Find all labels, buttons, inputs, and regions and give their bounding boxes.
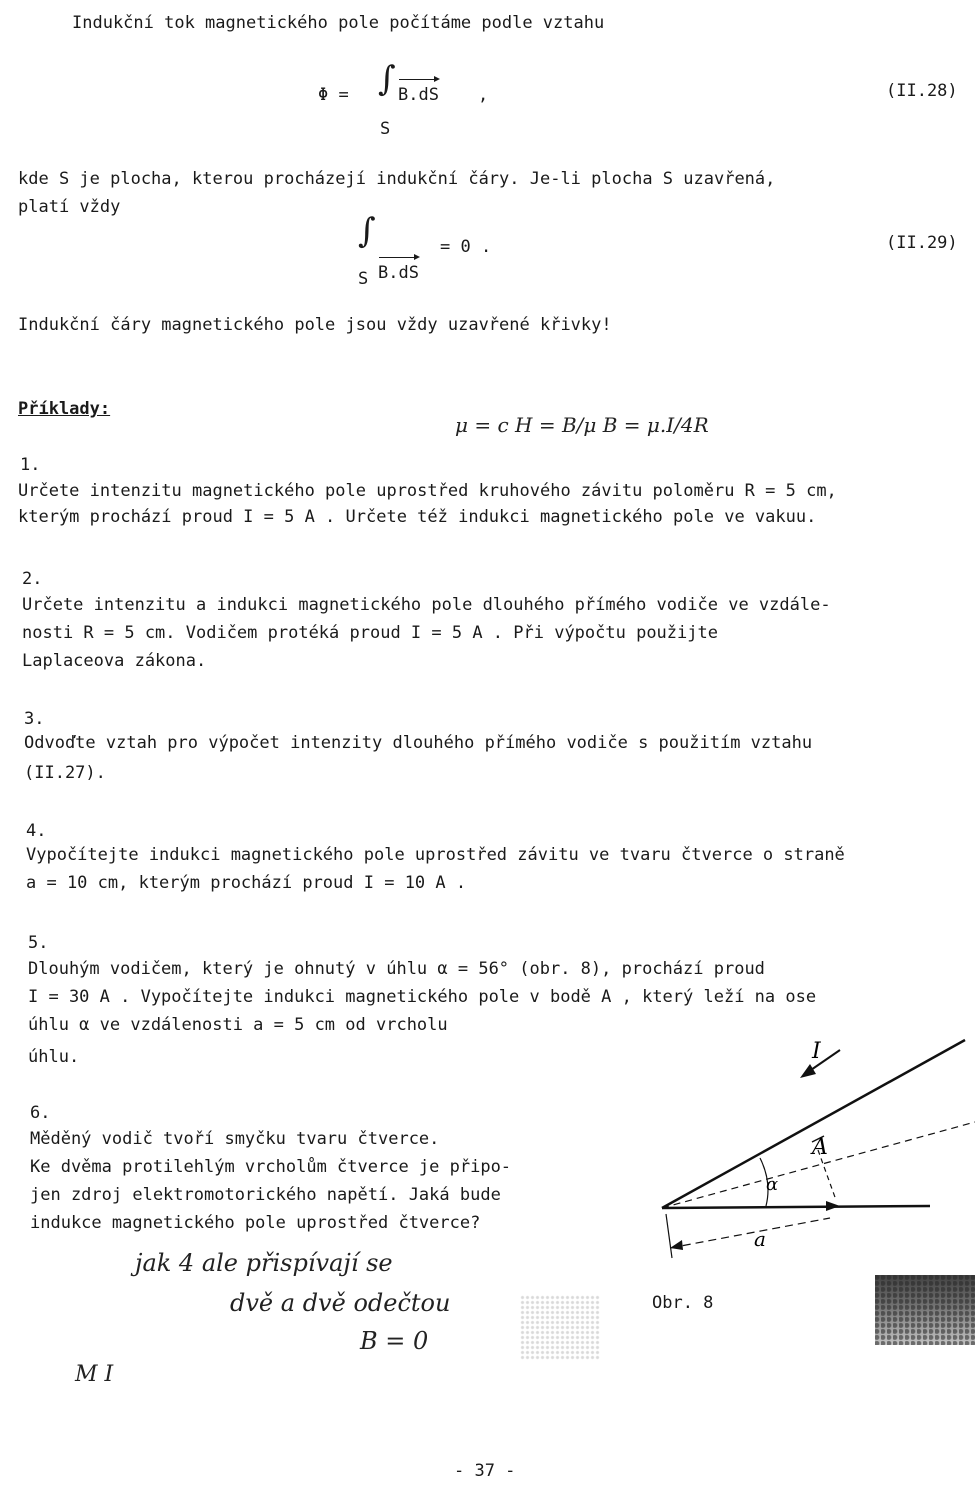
label-I: I [812, 1039, 821, 1064]
eq1-integral-sign: ∫ [378, 59, 396, 99]
dimension-tick-left [666, 1214, 672, 1258]
example-line: a = 10 cm, kterým prochází proud I = 10 A . [26, 873, 467, 893]
example-line: Měděný vodič tvoří smyčku tvaru čtverce. [30, 1129, 440, 1149]
eq1-number: (II.28) [886, 81, 958, 101]
eq2-subscript: S [358, 269, 369, 289]
label-alpha: α [766, 1174, 779, 1195]
figure-diagram [640, 1030, 975, 1270]
example-line: I = 30 A . Vypočítejte indukci magnetického pole v bodě A , který leží na ose [28, 987, 817, 1007]
scan-smudge-faint [520, 1295, 600, 1360]
figure-caption: Obr. 8 [652, 1293, 714, 1313]
conductor-lower-arm [662, 1206, 930, 1208]
handwritten-note-line: dvě a dvě odečtou [230, 1289, 451, 1317]
example-number: 3. [24, 709, 45, 729]
example-line: Určete intenzitu magnetického pole uprostřed kruhového závitu poloměru R = 5 cm, [18, 481, 837, 501]
eq1-suffix: , [478, 85, 489, 105]
eq2-number: (II.29) [886, 233, 958, 253]
example-number: 1. [20, 455, 41, 475]
example-line: Určete intenzitu a indukci magnetického pole dlouhého přímého vodiče ve vzdále- [22, 595, 831, 615]
handwritten-misc: M I [75, 1362, 114, 1387]
lower-arrow [826, 1201, 840, 1211]
dimension-line-a [670, 1218, 830, 1248]
scan-smudge [875, 1275, 975, 1345]
eq1-lhs: Φ = [318, 85, 349, 105]
conductor-upper-arm [662, 1040, 965, 1208]
intro-line-3: platí vždy [18, 197, 121, 217]
label-a: a [754, 1227, 766, 1251]
eq1-integrand: B.dS [398, 82, 439, 108]
dimension-arrow-left [670, 1240, 683, 1250]
intro-line-1: Indukční tok magnetického pole počítáme podle vztahu [72, 13, 605, 33]
current-arrow-head [800, 1064, 816, 1078]
example-number: 6. [30, 1103, 51, 1123]
example-number: 4. [26, 821, 47, 841]
example-line: nosti R = 5 cm. Vodičem protéká proud I = 5 A . Při výpočtu použijte [22, 623, 718, 643]
example-line: jen zdroj elektromotorického napětí. Jaká bude [30, 1185, 501, 1205]
example-line: úhlu α ve vzdálenosti a = 5 cm od vrcholu [28, 1015, 448, 1035]
eq2-rhs: = 0 . [440, 237, 492, 257]
figure-obr-8 [640, 1030, 975, 1270]
example-line: kterým prochází proud I = 5 A . Určete též indukci magnetického pole ve vakuu. [18, 507, 817, 527]
example-line: (II.27). [24, 763, 106, 783]
example-line: Dlouhým vodičem, který je ohnutý v úhlu α = 56° (obr. 8), prochází proud [28, 959, 765, 979]
example-number: 2. [22, 569, 43, 589]
eq2-integrand: B.dS [378, 260, 419, 286]
example-number: 5. [28, 933, 49, 953]
label-A: A [812, 1135, 828, 1160]
intro-line-4: Indukční čáry magnetického pole jsou vždy uzavřené křivky! [18, 315, 612, 335]
example-line: Vypočítejte indukci magnetického pole uprostřed závitu ve tvaru čtverce o straně [26, 845, 845, 865]
example-line: indukce magnetického pole uprostřed čtverce? [30, 1213, 481, 1233]
example-line: úhlu. [28, 1047, 80, 1067]
example-line: Laplaceova zákona. [22, 651, 207, 671]
intro-line-2: kde S je plocha, kterou procházejí indukční čáry. Je-li plocha S uzavřená, [18, 169, 776, 189]
handwritten-formulas: μ = c H = B/μ B = μ.I/4R [455, 413, 709, 437]
example-line: Ke dvěma protilehlým vrcholům čtverce je připo- [30, 1157, 512, 1177]
example-line: Odvoďte vztah pro výpočet intenzity dlouhého přímého vodiče s použitím vztahu [24, 733, 813, 753]
eq2-integral-sign: ∫ [358, 211, 376, 251]
examples-heading: Příklady: [18, 399, 111, 419]
eq1-subscript: S [380, 119, 391, 139]
handwritten-note-line: B = 0 [360, 1327, 429, 1355]
handwritten-note-line: jak 4 ale přispívají se [135, 1249, 393, 1277]
page-number: - 37 - [454, 1461, 516, 1481]
